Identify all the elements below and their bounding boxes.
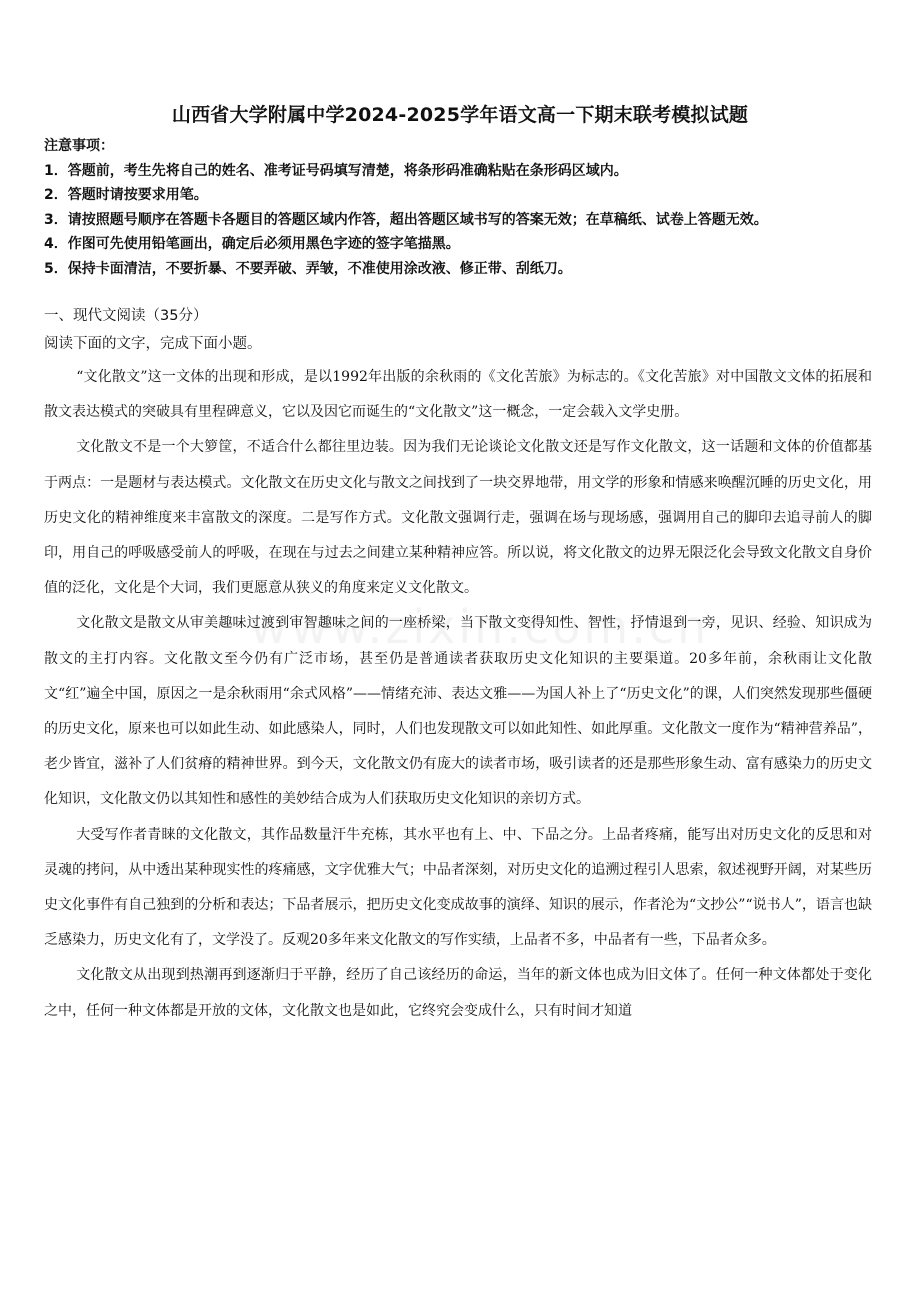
section-heading: 一、现代文阅读（35分） <box>44 308 208 324</box>
notice-item: 4．作图可先使用铅笔画出，确定后必须用黑色字迹的签字笔描黑。 <box>44 236 460 252</box>
notice-item: 1．答题前，考生先将自己的姓名、准考证号码填写清楚，将条形码准确粘贴在条形码区域内。 <box>44 162 628 179</box>
notice-item: 2．答题时请按要求用笔。 <box>44 187 208 203</box>
passage-paragraph: 大受写作者青睐的文化散文，其作品数量汗牛充栋，其水平也有上、中、下品之分。上品者疼痛，能写出对历史文化的反思和对灵魂的拷问，从中透出某种现实性的疼痛感，文字优雅大气；中品者深刻，对历史文化的追溯过程引人思索，叙述视野开阔，对某些历史文化事件有自己独到的分析和表达；下品者展示，把历史文化变成故事的演绎、知识的展示，作者沦为“文抄公”“说书人”，语言也缺乏感染力，历史文化有了，文学没了。反观20多年来文化散文的写作实绩，上品者不多，中品者有一些，下品者众多。 <box>44 826 872 949</box>
reading-instruction: 阅读下面的文字，完成下面小题。 <box>44 336 262 352</box>
passage-paragraph: 文化散文从出现到热潮再到逐渐归于平静，经历了自己该经历的命运，当年的新文体也成为旧文体了。任何一种文体都处于变化之中，任何一种文体都是开放的文体，文化散文也是如此，它终究会变成什么，只有时间才知道 <box>44 967 872 1019</box>
passage-paragraph: 文化散文不是一个大箩筐，不适合什么都往里边装。因为我们无论谈论文化散文还是写作文化散文，这一话题和文体的价值都基于两点：一是题材与表达模式。文化散文在历史文化与散文之间找到了一块交界地带，用文学的形象和情感来唤醒沉睡的历史文化，用历史文化的精神维度来丰富散文的深度。二是写作方式。文化散文强调行走，强调在场与现场感，强调用自己的脚印去追寻前人的脚印，用自己的呼吸感受前人的呼吸，在现在与过去之间建立某种精神应答。所以说，将文化散文的边界无限泛化会导致文化散文自身价值的泛化，文化是个大词，我们更愿意从狭义的角度来定义文化散文。 <box>44 439 872 597</box>
notice-block <box>44 134 904 281</box>
passage-paragraph: 文化散文是散文从审美趣味过渡到审智趣味之间的一座桥梁，当下散文变得知性、智性，抒情退到一旁，见识、经验、知识成为散文的主打内容。文化散文至今仍有广泛市场，甚至仍是普通读者获取历史文化知识的主要渠道。20多年前，余秋雨让文化散文“红”遍全中国，原因之一是余秋雨用“余式风格”——情绪充沛、表达文雅——为国人补上了“历史文化”的课，人们突然发现那些僵硬的历史文化，原来也可以如此生动、如此感染人，同时，人们也发现散文可以如此知性、如此厚重。文化散文一度作为“精神营养品”，老少皆宜，滋补了人们贫瘠的精神世界。到今天，文化散文仍有庞大的读者市场，吸引读者的还是那些形象生动、富有感染力的历史文化知识，文化散文仍以其知性和感性的美妙结合成为人们获取历史文化知识的亲切方式。 <box>44 615 872 808</box>
reading-section <box>44 304 884 1029</box>
page-title: 山西省大学附属中学2024-2025学年语文高一下期末联考模拟试题 <box>171 104 749 126</box>
passage-paragraph: “文化散文”这一文体的出现和形成，是以1992年出版的余秋雨的《文化苦旅》为标志的。《文化苦旅》对中国散文文体的拓展和散文表达模式的突破具有里程碑意义，它以及因它而诞生的“文化散文”这一概念，一定会载入文学史册。 <box>44 369 872 421</box>
notice-item: 3．请按照题号顺序在答题卡各题目的答题区域内作答，超出答题区域书写的答案无效；在草稿纸、试卷上答题无效。 <box>44 211 768 228</box>
notice-item: 5．保持卡面清洁，不要折暴、不要弄破、弄皱，不准使用涂改液、修正带、刮纸刀。 <box>44 260 572 277</box>
notice-heading: 注意事项： <box>44 138 114 154</box>
